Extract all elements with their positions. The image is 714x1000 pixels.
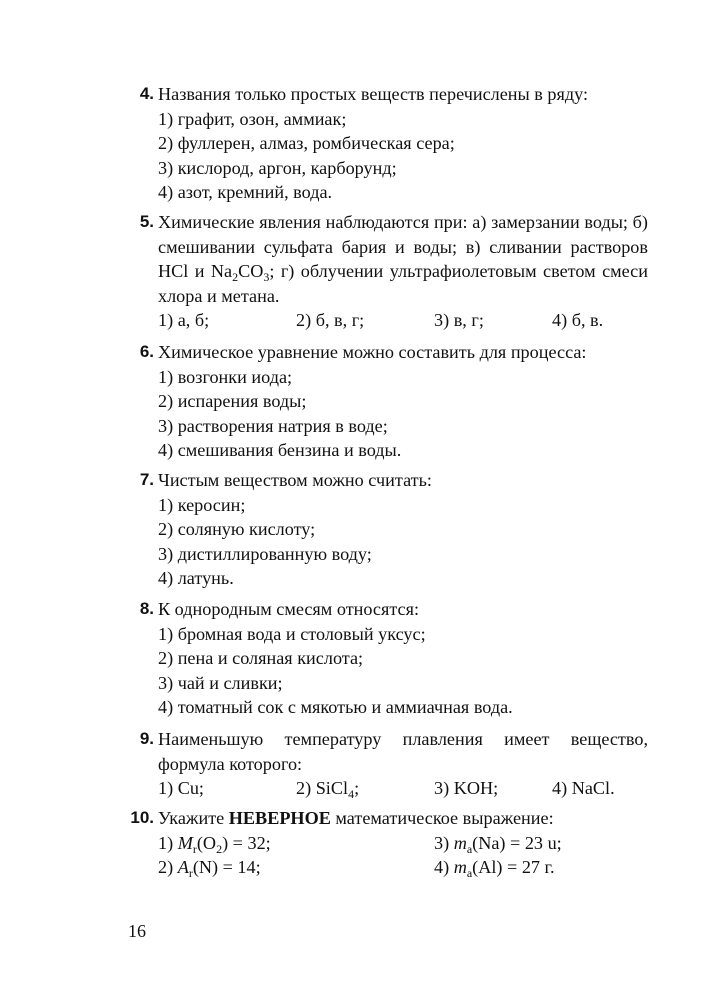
subscript: r — [188, 866, 193, 880]
answer-row — [158, 831, 648, 856]
question-9 — [139, 727, 648, 801]
question-stem: Химическое уравнение можно составить для процесса: — [158, 342, 587, 362]
answer-option: 1) графит, озон, аммиак; — [158, 108, 347, 129]
answer-option — [158, 831, 271, 856]
answer-row — [158, 855, 648, 880]
option-text: 3) — [434, 832, 454, 853]
subscript: 2 — [232, 270, 239, 284]
answer-option: 3) растворения натрия в воде; — [158, 415, 388, 436]
option-text: 2) SiCl — [296, 778, 349, 798]
variable: m — [453, 857, 467, 877]
answer-option: 4) смешивания бензина и воды. — [158, 440, 402, 460]
answer-option: 2) фуллерен, алмаз, ромбическая сера; — [158, 133, 455, 153]
option-text: (Na) = 23 u; — [472, 832, 562, 853]
question-stem — [158, 806, 648, 831]
answer-option: 3) KOH; — [434, 778, 499, 798]
answer-option: 2) испарения воды; — [158, 391, 307, 411]
stem-text: ; г) облучении ультрафиолетовым светом смеси хлора и метана. — [158, 261, 648, 306]
question-10 — [130, 806, 648, 880]
option-text: 1) — [158, 832, 178, 853]
option-text: (Al) = 27 г. — [472, 857, 555, 877]
answer-option: 3) дистиллированную воду; — [158, 543, 372, 564]
option-text: ) = 32; — [222, 832, 271, 853]
option-text: 2) — [158, 857, 178, 877]
answer-option: 2) соляную кислоту; — [158, 519, 316, 539]
question-number: 6. — [139, 342, 154, 361]
stem-text: CO — [238, 261, 264, 281]
answer-option: 1) бромная вода и столовый уксус; — [158, 623, 426, 644]
stem-text: математическое выражение: — [330, 808, 554, 828]
answer-option: 2) б, в, г; — [296, 310, 365, 330]
answer-option: 1) а, б; — [158, 310, 210, 330]
question-stem: Названия только простых веществ перечислены в ряду: — [158, 84, 589, 104]
stem-text: Укажите — [158, 808, 229, 828]
question-stem: Чистым веществом можно считать: — [158, 470, 432, 490]
question-6 — [139, 340, 648, 463]
option-text: (N) = 14; — [192, 857, 261, 877]
answer-option: 4) азот, кремний, вода. — [158, 182, 333, 202]
question-number: 7. — [139, 470, 154, 489]
question-8 — [139, 597, 648, 720]
question-number: 8. — [139, 599, 154, 618]
question-4 — [139, 82, 648, 205]
question-number: 4. — [139, 84, 154, 103]
option-text: ; — [354, 778, 360, 798]
question-number: 5. — [139, 212, 154, 231]
question-number: 9. — [139, 729, 154, 748]
answer-option: 3) в, г; — [434, 310, 484, 330]
answer-option: 3) кислород, аргон, карборунд; — [158, 157, 397, 178]
answer-row — [158, 308, 648, 333]
emphasis-word: НЕВЕРНОЕ — [228, 808, 331, 828]
answer-option: 3) чай и сливки; — [158, 672, 283, 693]
variable: A — [177, 857, 189, 877]
answer-option: 4) NaCl. — [552, 778, 615, 798]
answer-option — [158, 855, 261, 880]
answer-option — [296, 776, 359, 801]
variable: m — [453, 832, 467, 853]
answer-option: 1) возгонки иода; — [158, 366, 293, 387]
question-number: 10. — [130, 808, 154, 827]
question-stem: К однородным смесям относятся: — [158, 599, 420, 619]
question-stem — [158, 210, 648, 308]
answer-option: 4) томатный сок с мякотью и аммиачная вода. — [158, 697, 513, 717]
subscript: a — [466, 841, 473, 856]
answer-option — [434, 855, 555, 880]
stem-text: Химические явления наблюдаются при: а) замерзании воды; б) смешивании сульфата бария и воды; в) сливании растворов HCl и Na — [158, 212, 648, 281]
question-5 — [139, 210, 648, 333]
question-stem: Наименьшую температуру плавления имеет вещество, формула которого: — [158, 729, 648, 774]
answer-option: 4) б, в. — [552, 310, 604, 330]
subscript: 3 — [263, 270, 270, 284]
page-number: 16 — [128, 921, 146, 941]
question-7 — [139, 468, 648, 591]
option-text: 4) — [434, 857, 454, 877]
answer-row — [158, 776, 648, 801]
option-text: (O — [196, 832, 217, 853]
variable: M — [177, 832, 193, 853]
subscript: a — [466, 866, 473, 880]
answer-option: 4) латунь. — [158, 568, 234, 588]
subscript: r — [192, 841, 197, 856]
answer-option — [434, 831, 562, 856]
answer-option: 1) Cu; — [158, 778, 204, 798]
subscript: 2 — [216, 841, 223, 856]
answer-option: 2) пена и соляная кислота; — [158, 648, 364, 668]
subscript: 4 — [348, 787, 355, 801]
answer-option: 1) керосин; — [158, 494, 246, 515]
